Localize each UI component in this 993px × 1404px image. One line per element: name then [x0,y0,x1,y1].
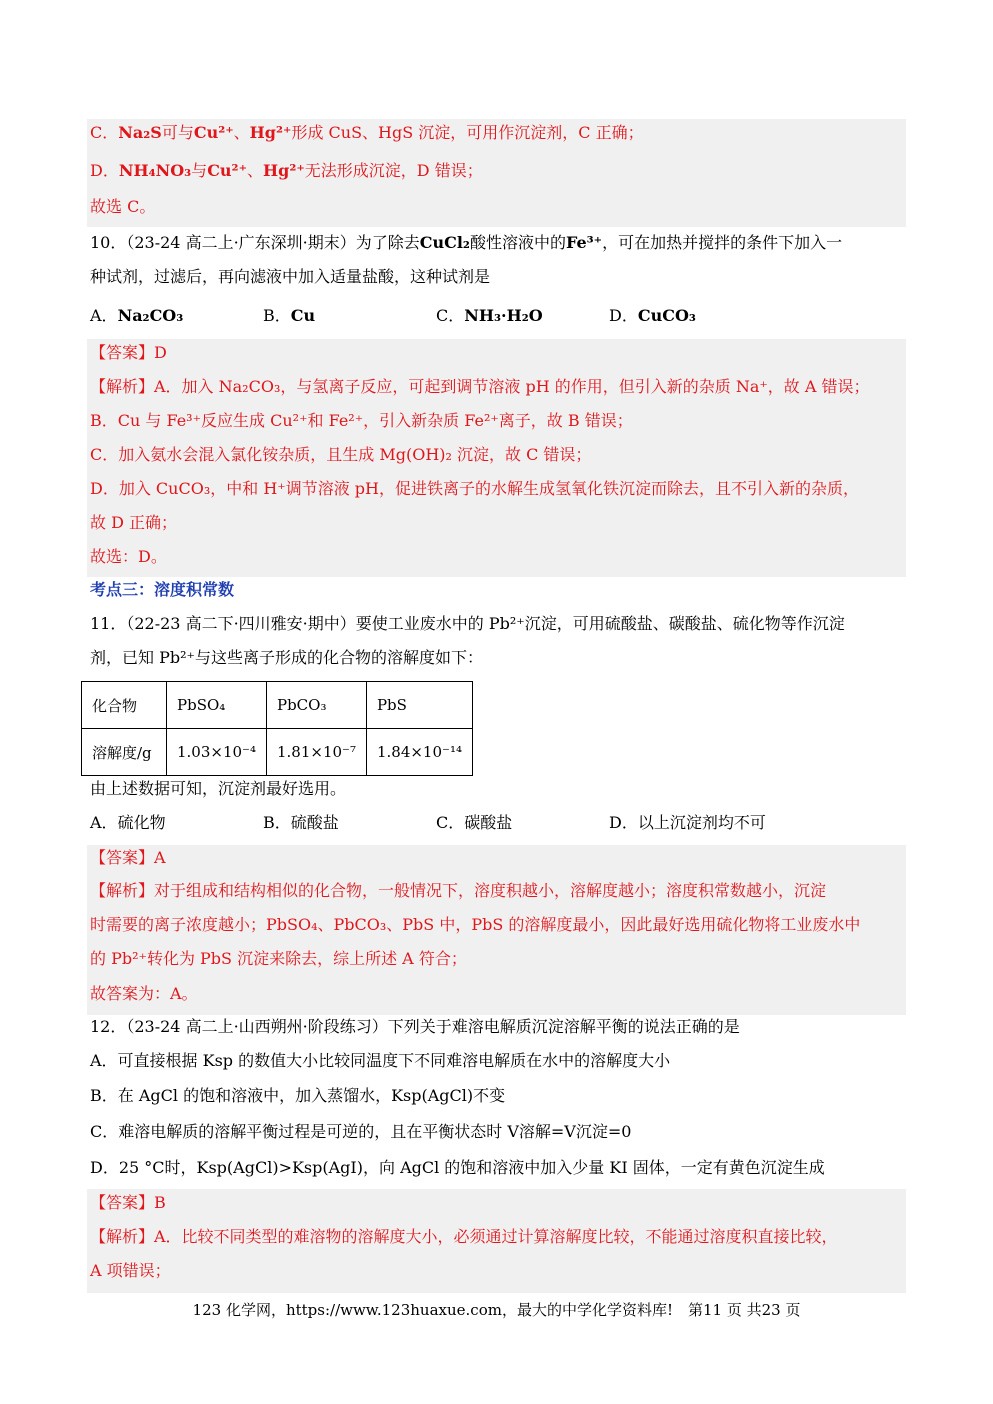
q10-answer: 【答案】D [90,343,167,362]
table-cell: 1.81×10⁻⁷ [266,729,366,776]
q12-answer: 【答案】B [90,1193,166,1212]
section-title: 考点三：溶度积常数 [90,580,235,599]
table-cell: 化合物 [82,682,167,729]
table-cell: PbS [366,682,472,729]
q10-analysis-line-4: D．加入 CuCO₃，中和 H⁺调节溶液 pH，促进铁离子的水解生成氢氧化铁沉淀而除去，且不引入新的杂质， [90,479,860,498]
q11-analysis-line-1: 【解析】对于组成和结构相似的化合物，一般情况下，溶度积越小，溶解度越小；溶度积常数越小，沉淀 [90,881,827,900]
page-footer: 123 化学网，https://www.123huaxue.com，最大的中学化学资料库! 第11 页 共23 页 [192,1301,801,1319]
q9-option-c-analysis: C．Na₂S可与Cu²⁺、Hg²⁺形成 CuS、HgS 沉淀，可用作沉淀剂，C 正确； [90,123,644,142]
q10-analysis-line-2: B．Cu 与 Fe³⁺反应生成 Cu²⁺和 Fe²⁺，引入新杂质 Fe²⁺离子，故 B 错误； [90,411,633,430]
table-cell: 1.03×10⁻⁴ [167,729,267,776]
q10-stem-line-1: 10．（23-24 高二上·广东深圳·期末）为了除去CuCl₂酸性溶液中的Fe³⁺，可在加热并搅拌的条件下加入一 [90,233,843,252]
q12-option-b: B．在 AgCl 的饱和溶液中，加入蒸馏水，Ksp(AgCl)不变 [90,1086,506,1105]
q12-analysis-line-2: A 项错误； [90,1261,171,1280]
table-cell: 1.84×10⁻¹⁴ [366,729,472,776]
q11-option-a: A．硫化物 [90,813,166,832]
table-cell: PbSO₄ [167,682,267,729]
q9-choose: 故选 C。 [90,197,156,216]
q11-conclusion: 由上述数据可知，沉淀剂最好选用。 [90,779,347,798]
q10-option-d: D．CuCO₃ [609,306,696,325]
q11-analysis-line-4: 故答案为：A。 [90,984,198,1003]
table-header-row [82,682,473,729]
q12-stem: 12．（23-24 高二上·山西朔州·阶段练习）下列关于难溶电解质沉淀溶解平衡的说法正确的是 [90,1017,740,1036]
table-cell: PbCO₃ [266,682,366,729]
q11-analysis-line-2: 时需要的离子浓度越小；PbSO₄、PbCO₃、PbS 中，PbS 的溶解度最小，因此最好选用硫化物将工业废水中 [90,915,861,934]
solubility-table [81,681,473,776]
q10-option-a: A．Na₂CO₃ [90,306,184,325]
q9-option-d-analysis: D．NH₄NO₃与Cu²⁺、Hg²⁺无法形成沉淀，D 错误； [90,161,483,180]
q11-option-d: D．以上沉淀剂均不可 [609,813,766,832]
q10-stem-line-2: 种试剂，过滤后，再向滤液中加入适量盐酸，这种试剂是 [90,267,491,286]
q10-option-c: C．NH₃·H₂O [436,306,543,325]
table-cell: 溶解度/g [82,729,167,776]
q10-analysis-line-6: 故选：D。 [90,547,167,566]
q12-option-c: C．难溶电解质的溶解平衡过程是可逆的，且在平衡状态时 V溶解=V沉淀=0 [90,1122,632,1141]
q11-stem-line-2: 剂，已知 Pb²⁺与这些离子形成的化合物的溶解度如下： [90,648,483,667]
q12-option-a: A．可直接根据 Ksp 的数值大小比较同温度下不同难溶电解质在水中的溶解度大小 [90,1051,671,1070]
q11-answer: 【答案】A [90,848,166,867]
q11-stem-line-1: 11．（22-23 高二下·四川雅安·期中）要使工业废水中的 Pb²⁺沉淀，可用硫酸盐、碳酸盐、硫化物等作沉淀 [90,614,845,633]
q10-analysis-line-5: 故 D 正确； [90,513,178,532]
q11-option-b: B．硫酸盐 [263,813,339,832]
q11-analysis-line-3: 的 Pb²⁺转化为 PbS 沉淀来除去，综上所述 A 符合； [90,949,467,968]
table-row [82,729,473,776]
q10-analysis-line-3: C．加入氨水会混入氯化铵杂质，且生成 Mg(OH)₂ 沉淀，故 C 错误； [90,445,592,464]
q11-option-c: C．碳酸盐 [436,813,513,832]
q12-option-d: D．25 °C时，Ksp(AgCl)>Ksp(AgI)，向 AgCl 的饱和溶液中加入少量 KI 固体，一定有黄色沉淀生成 [90,1158,825,1177]
q10-option-b: B．Cu [263,306,316,325]
q10-analysis-line-1: 【解析】A．加入 Na₂CO₃，与氢离子反应，可起到调节溶液 pH 的作用，但引入新的杂质 Na⁺，故 A 错误； [90,377,870,396]
q12-analysis-line-1: 【解析】A．比较不同类型的难溶物的溶解度大小，必须通过计算溶解度比较，不能通过溶度积直接比较， [90,1227,838,1246]
